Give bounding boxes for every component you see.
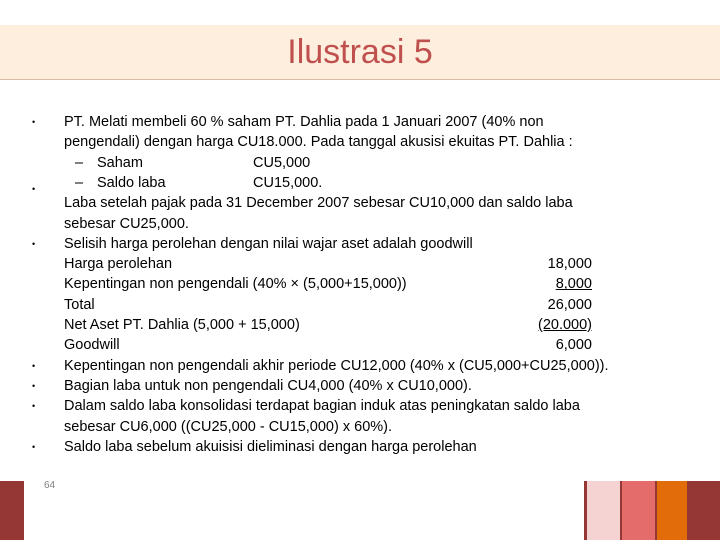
bullet-icon: • [32,238,36,249]
bullet-icon: • [32,441,36,452]
calc-row [0,335,720,355]
text-row [0,214,720,234]
dash-icon: – [75,154,84,171]
body-text: sebesar CU6,000 ((CU25,000 - CU15,000) x 60%). [64,418,393,435]
sub-item-value: CU15,000. [253,174,323,191]
footer-block-pink [622,481,655,540]
body-text: pengendali) dengan harga CU18.000. Pada tanggal akusisi ekuitas PT. Dahlia : [64,134,573,151]
bullet-row [0,396,720,416]
sub-item-value: CU5,000 [253,154,311,171]
footer-panel [24,481,584,540]
dash-icon: – [75,174,84,191]
calc-value: 18,000 [547,256,592,273]
bullet-icon: • [32,401,36,412]
bullet-icon: • [32,380,36,391]
calc-label: Goodwill [64,337,120,354]
body-text: Saldo laba sebelum akuisisi dieliminasi dengan harga perolehan [64,438,477,455]
body-text: Laba setelah pajak pada 31 December 2007 sebesar CU10,000 dan saldo laba [64,195,573,212]
calc-row [0,274,720,294]
calc-row [0,315,720,335]
sub-item-label: Saham [97,154,143,171]
title-divider [0,79,720,80]
bullet-row [0,112,720,132]
text-row [0,193,720,213]
bullet-row [0,234,720,254]
footer-block-dark [689,481,720,540]
calc-value: 8,000 [555,276,592,293]
calc-value: 6,000 [555,337,592,354]
calc-label: Total [64,296,95,313]
bullet-row [0,437,720,457]
slide-title: Ilustrasi 5 [287,33,433,71]
sub-item-row [0,153,720,173]
calc-value: (20.000) [537,317,592,333]
footer-block-light [587,481,620,540]
body-text: sebesar CU25,000. [64,215,189,232]
bullet-row [0,376,720,396]
body-text: PT. Melati membeli 60 % saham PT. Dahlia pada 1 Januari 2007 (40% non [64,114,544,130]
text-row [0,417,720,437]
body-text: Kepentingan non pengendali akhir periode CU12,000 (40% x (CU5,000+CU25,000)). [64,357,609,374]
footer-block-orange [657,481,687,540]
bullet-icon: • [32,183,36,194]
calc-row [0,254,720,274]
sub-item-row [0,173,720,193]
text-row [0,132,720,152]
body-text: Dalam saldo laba konsolidasi terdapat bagian induk atas peningkatan saldo laba [64,398,580,415]
calc-label: Net Aset PT. Dahlia (5,000 + 15,000) [64,317,300,333]
body-text: Selisih harga perolehan dengan nilai wajar aset adalah goodwill [64,235,473,252]
bullet-icon: • [32,360,36,371]
bullet-icon: • [32,117,36,127]
body-text: Bagian laba untuk non pengendali CU4,000 (40% x CU10,000). [64,377,472,394]
calc-row [0,295,720,315]
page-number: 64 [44,480,56,491]
sub-item-label: Saldo laba [97,174,166,191]
calc-label: Harga perolehan [64,256,173,273]
calc-label: Kepentingan non pengendali (40% × (5,000+15,000)) [64,276,407,293]
bullet-row [0,356,720,376]
calc-value: 26,000 [547,296,592,313]
